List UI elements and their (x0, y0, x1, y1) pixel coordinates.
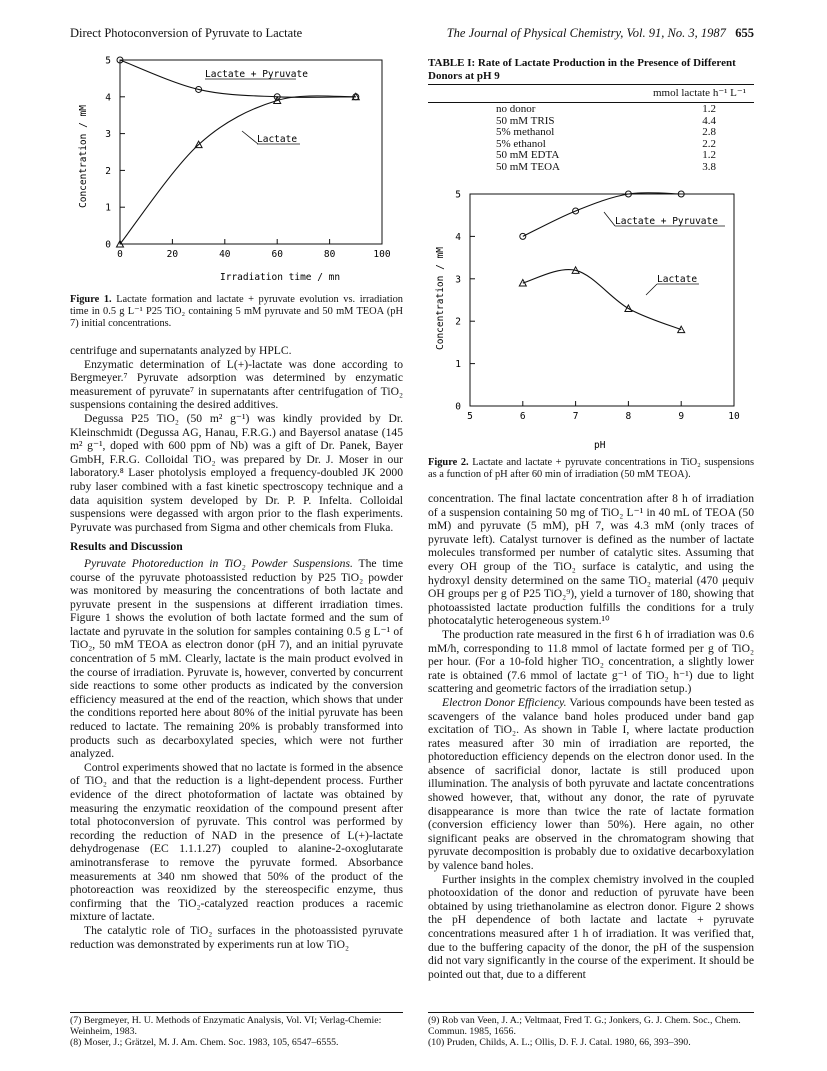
left-paragraph-5: Control experiments showed that no lactate is formed in the absence of TiO₂ and that the reduction is a light-dependent process. Further evidence of the direct photoformation of lactate was obtained by measuring the enzymatic reoxidation of the compound present after total photoconversion of pyruvate. This control was performed by recording the reduction of NAD in the presence of L(+)-lactate dehydrogenase (EC 1.1.1.27) coupled to alanine-2-oxoglutarate aminotransferase to remove the pyruvate formed. Absorbance measurements at 340 nm showed that 50% of the product of the photoreaction was reoxidized by the stereospecific enzyme, thus confirming that the TiO₂-catalyzed reaction produces a racemic mixture of lactate. (70, 760, 403, 924)
right-paragraph-3-lead: Electron Donor Efficiency. (442, 695, 567, 709)
figure-1-caption-label: Figure 1. (70, 294, 112, 305)
figure-1-caption (70, 294, 403, 330)
right-paragraph-3 (428, 696, 754, 873)
table-cell-donor: no donor (496, 103, 536, 115)
table-cell-donor: 50 mM TEOA (496, 160, 560, 173)
left-paragraph-4-lead: Pyruvate Photoreduction in TiO₂ Powder Suspensions. (84, 556, 353, 570)
footnote: (7) Bergmeyer, H. U. Methods of Enzymatic Analysis, Vol. VI; Verlag-Chemie: Weinheim, 1983. (70, 1015, 382, 1038)
footnote: (9) Rob van Veen, J. A.; Veltmaat, Fred T. G.; Jonkers, G. J. Chem. Soc., Chem. Commun. 1985, 1656. (428, 1015, 741, 1038)
footnote: (10) Pruden, Childs, A. L.; Ollis, D. F. J. Catal. 1980, 66, 393–390. (428, 1037, 691, 1049)
footnote-rule-right (428, 1012, 754, 1013)
y-tick-label: 5 (105, 55, 111, 67)
figure-2-label-lactate: Lactate (657, 274, 698, 285)
x-tick-label: 80 (323, 249, 336, 260)
series-line (523, 193, 681, 237)
left-paragraph-6: The catalytic role of TiO₂ surfaces in the photoassisted pyruvate reduction was demonstrated by experiments run at low TiO₂ (70, 923, 403, 951)
footnote-rule-left (70, 1012, 403, 1013)
left-paragraph-3: Degussa P25 TiO₂ (50 m² g⁻¹) was kindly provided by Dr. Kleinschmidt (Degussa AG, Hanau, F.R.G.) and Bayersol anatase (145 m² g⁻¹, doped with 600 ppm of Nb) was a gift of Dr. Panek, Bayer GmbH, F.R.G. Colloidal TiO₂ was prepared by Dr. J. Moser in our laboratory.⁸ Laser photolysis employed a frequency-doubled JK 2000 ruby laser combined with a fast kinetic spectroscopy technique and a data aquisition system developed by Dr. P. P. Infelta. Colloidal suspensions were degassed with argon prior to the flash experiments. Pyruvate was purchased from Sigma and other chemicals from Fluka. (70, 411, 403, 534)
left-paragraph-1: centrifuge and supernatants analyzed by HPLC. (70, 344, 292, 357)
y-tick-label: 3 (105, 129, 111, 141)
figure-2-label-lactate-leader (646, 284, 657, 295)
figure-2-label-sum-leader (604, 212, 615, 226)
figure-1-label-sum: Lactate + Pyruvate (205, 69, 308, 80)
y-tick-label: 0 (455, 401, 461, 413)
x-tick-label: 8 (625, 411, 632, 422)
figure-2-caption-label: Figure 2. (428, 457, 469, 468)
right-column (428, 492, 754, 981)
footnote: (8) Moser, J.; Grätzel, M. J. Am. Chem. Soc. 1983, 105, 6547–6555. (70, 1037, 339, 1049)
series-line (120, 96, 356, 244)
x-tick-label: 9 (678, 411, 685, 422)
figure-2-caption-text: Lactate and lactate + pyruvate concentrations in TiO₂ suspensions as a function of pH after 60 min of irradiation (50 mM TEOA). (428, 457, 754, 480)
figure-2-ylabel: Concentration / mM (435, 247, 446, 350)
right-paragraph-2: The production rate measured in the first 6 h of irradiation was 0.6 mM/h, corresponding to 11.8 mmol of lactate formed per g of TiO₂ per hour. (For a 10-fold higher TiO₂ concentration, a slightly lower rate is obtained (7.6 mmol of lactate g⁻¹ of TiO₂ h⁻¹) due to light scattering and geometric factors of the irradiation setup.) (428, 627, 754, 696)
figure-1-axes (105, 56, 391, 261)
figure-1-chart (70, 48, 400, 298)
table-cell-rate: 3.8 (702, 160, 716, 173)
left-paragraph-4 (70, 557, 403, 761)
figure-2-caption (428, 457, 754, 481)
y-tick-label: 1 (455, 359, 461, 371)
figure-2-chart (428, 180, 754, 452)
figure-1-label-lactate-leader (242, 131, 258, 144)
x-tick-label: 0 (117, 249, 123, 260)
table-1-title: TABLE I: Rate of Lactate Production in the Presence of Different Donors at pH 9 (428, 57, 736, 82)
y-tick-label: 3 (455, 274, 461, 286)
left-paragraph-4-text: The time course of the pyruvate photoassisted reduction by P25 TiO₂ powder was monitored by measuring the concentrations of both lactate and pyruvate present in the suspensions at different irradiation times. Figure 1 shows the evolution of both lactate formed and the sum of lactate and pyruvate in the solution for samples containing 0.5 g L⁻¹ of TiO₂, 50 mM TEOA as electron donor (pH 7), and an initial pyruvate concentration of 5 mM. Clearly, lactate is the main product evolved in the course of irradiation. Pyruvate is, however, converted by concurrent side reactions to some other products as indicated by the conversion efficiency measured at the end of the reaction, which shows that under the conditions reported here about 80% of the initial pyruvate has been reduced to lactate. The remaining 20% is probably transformed into products such as decarboxylated species, which were not further analyzed. (70, 556, 403, 761)
y-tick-label: 4 (455, 231, 461, 243)
table-cell-rate: 2.8 (702, 126, 716, 139)
table-cell-donor: 5% ethanol (496, 137, 546, 150)
table-cell-rate: 2.2 (702, 137, 716, 150)
right-paragraph-4: Further insights in the complex chemistry involved in the coupled photooxidation of the donor and reduction of pyruvate have been obtained by using triethanolamine as electron donor. Figure 2 shows the pH dependence of both lactate and lactate + pyruvate concentrations measured after 1 h of irradiation. It was verified that, due to the buffering capacity of the donor, the pH of the suspension did not vary significantly in the course of the experiment. It should be pointed out that, due to a different (428, 872, 754, 981)
y-tick-label: 5 (455, 189, 461, 201)
table-cell-donor: 50 mM EDTA (496, 149, 560, 162)
figure-1-xlabel: Irradiation time / mn (220, 272, 341, 283)
figure-1-label-lactate: Lactate (257, 134, 298, 145)
x-tick-label: 100 (373, 249, 391, 260)
left-column (70, 344, 403, 951)
table-cell-rate: 4.4 (702, 114, 716, 127)
right-paragraph-1: concentration. The final lactate concentration after 8 h of irradiation of a suspension containing 50 mg of TiO₂ L⁻¹ in 40 mL of TEOA (50 mM) and pyruvate (5 mM), pH 7, was 4.3 mM (only traces of pyruvate left). Catalyst turnover is defined as the number of lactate molecules transformed per number of catalytic sites. Assuming that every OH group of the TiO₂ surface is catalytic, and using the hydroxyl density determined on the same TiO₂ material (470 μequiv OH groups per g of P25 TiO₂⁹), yield a turnover of 180, showing that photoassisted lactate production fulfills the conditions for a truly photocatalytic heterogeneous system.¹⁰ (428, 492, 754, 628)
running-header-journal (424, 26, 754, 41)
page-number: 655 (735, 26, 754, 40)
table-cell-donor: 50 mM TRIS (496, 114, 555, 127)
y-tick-label: 2 (105, 165, 111, 177)
table-cell-donor: 5% methanol (496, 126, 555, 139)
figure-1-ylabel: Concentration / mM (78, 105, 89, 208)
table-row (496, 104, 716, 116)
figure-2-xlabel: pH (594, 440, 606, 451)
x-tick-label: 6 (519, 411, 526, 422)
x-tick-label: 60 (271, 249, 283, 260)
y-tick-label: 0 (105, 239, 111, 251)
footnotes-left (70, 1015, 403, 1049)
right-paragraph-3-text: Various compounds have been tested as scavengers of the valance band holes produced under band gap excitation of TiO₂. As shown in Table I, where lactate production rates measured after 30 min of irradiation are reported, the photoreduction efficiency depends on the electron donor used. In the absence of sacrificial donor, lactate is still produced upon illumination. The analysis of both pyruvate and lactate concentrations showed however, that, without any donor, the rate of pyruvate disappearance is more than twice the rate of lactate formation (conversion efficiency lower than 50%). Here again, no other significant peaks are observed in the chromatogram showing that pyruvate decomposition is probably due to oxidative decarboxylation by valence band holes. (428, 695, 755, 873)
y-tick-label: 2 (455, 316, 461, 328)
x-tick-label: 20 (166, 249, 179, 260)
table-cell-rate: 1.2 (702, 103, 716, 115)
x-tick-label: 40 (219, 249, 231, 260)
x-tick-label: 5 (467, 411, 473, 422)
figure-2-series (519, 191, 684, 333)
data-point-circle (520, 233, 526, 239)
table-1-top-rule (428, 84, 754, 85)
running-header-title: Direct Photoconversion of Pyruvate to Lactate (70, 26, 303, 40)
section-heading-results: Results and Discussion (70, 540, 183, 554)
y-tick-label: 4 (105, 92, 111, 104)
figure-1-series (117, 57, 360, 247)
plot-frame (120, 60, 382, 244)
y-tick-label: 1 (105, 202, 111, 214)
figure-2-label-sum: Lactate + Pyruvate (615, 216, 718, 227)
footnotes-right (428, 1015, 754, 1049)
table-cell-rate: 1.2 (702, 149, 716, 162)
figure-1-caption-text: Lactate formation and lactate + pyruvate evolution vs. irradiation time in 0.5 g L⁻¹ P25 TiO₂ containing 5 mM pyruvate and 50 mM TEOA (pH 7) initial concentrations. (70, 294, 403, 329)
table-1-column-header: mmol lactate h⁻¹ L⁻¹ (652, 87, 746, 99)
table-row (496, 162, 716, 174)
journal-citation: The Journal of Physical Chemistry, Vol. 91, No. 3, 1987 (446, 26, 726, 40)
x-tick-label: 10 (728, 411, 740, 422)
left-paragraph-2: Enzymatic determination of L(+)-lactate was done according to Bergmeyer.⁷ Pyruvate adsorption was determined by enzymatic measurement of pyruvate⁷ in supernatants after centrifugation of TiO₂ suspensions containing the desired additives. (70, 357, 403, 412)
table-1-body (496, 104, 716, 174)
x-tick-label: 7 (572, 411, 579, 422)
